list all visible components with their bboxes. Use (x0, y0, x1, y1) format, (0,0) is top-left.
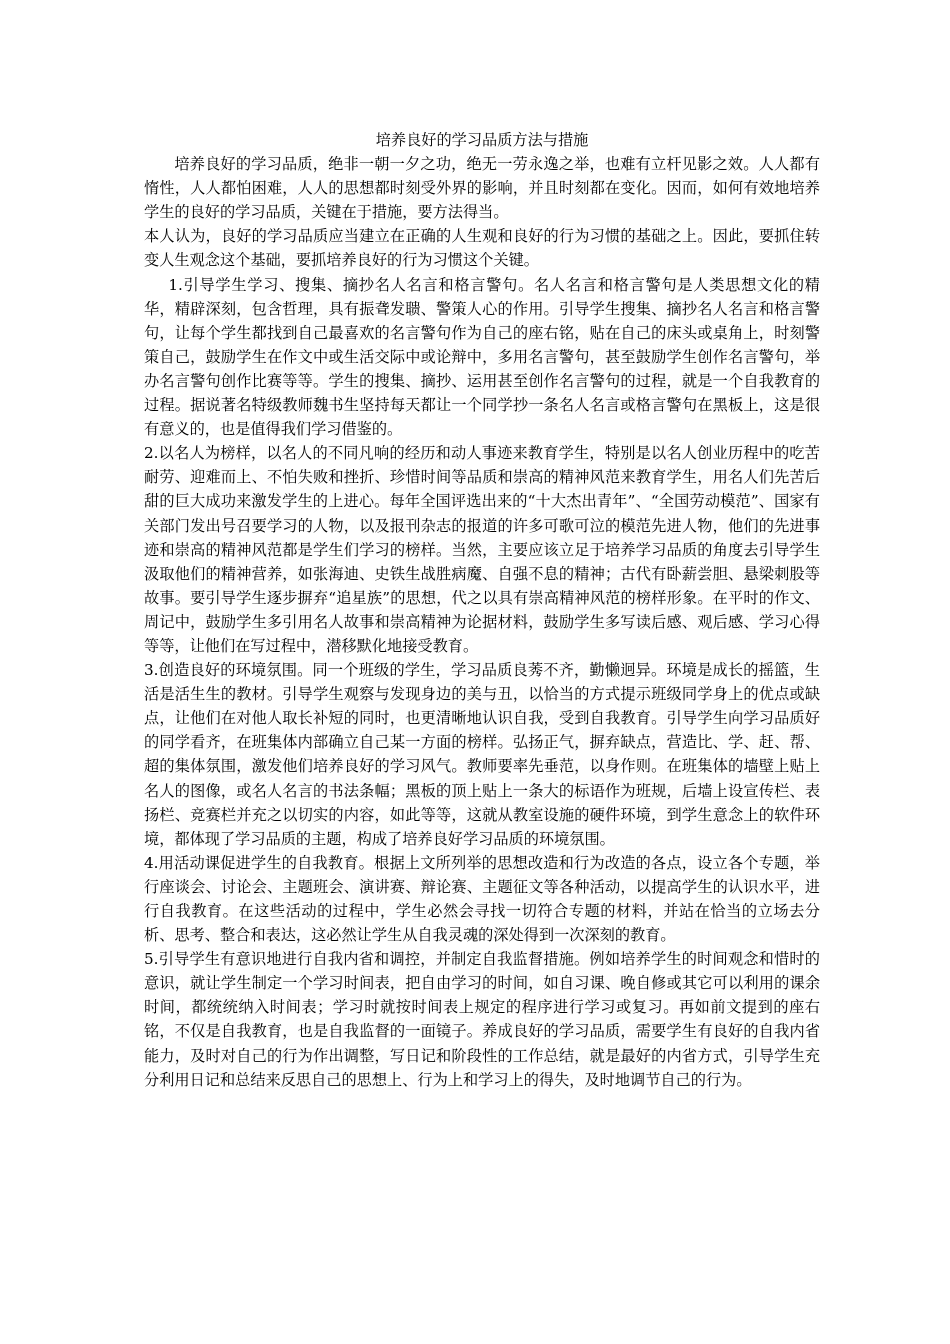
paragraph-method-5: 5.引导学生有意识地进行自我内省和调控，并制定自我监督措施。例如培养学生的时间观念和惜时的意识，就让学生制定一个学习时间表，把自由学习的时间，如自习课、晚自修或其它可以利用的课余时间，都统统纳入时间表；学习时就按时间表上规定的程序进行学习或复习。再如前文提到的座右铭，不仅是自我教育，也是自我监督的一面镜子。养成良好的学习品质，需要学生有良好的自我内省能力，及时对自己的行为作出调整，写日记和阶段性的工作总结，就是最好的内省方式，引导学生充分利用日记和总结来反思自己的思想上、行为上和学习上的得失，及时地调节自己的行为。 (144, 950, 820, 1089)
paragraph-method-3: 3.创造良好的环境氛围。同一个班级的学生，学习品质良莠不齐，勤懒迥异。环境是成长的摇篮，生活是活生生的教材。引导学生观察与发现身边的美与丑，以恰当的方式提示班级同学身上的优点或缺点，让他们在对他人取长补短的同时，也更清晰地认识自我，受到自我教育。引导学生向学习品质好的同学看齐，在班集体内部确立自己某一方面的榜样。弘扬正气，摒弃缺点，营造比、学、赶、帮、超的集体氛围，激发他们培养良好的学习风气。教师要率先垂范，以身作则。在班集体的墙壁上贴上名人的图像，或名人名言的书法条幅；黑板的顶上贴上一条大的标语作为班规，后墙上设宣传栏、表扬栏、竞赛栏并充之以切实的内容，如此等等，这就从教室设施的硬件环境，到学生意念上的软件环境，都体现了学习品质的主题，构成了培养良好学习品质的环境氛围。 (144, 661, 820, 848)
paragraph-method-4: 4.用活动课促进学生的自我教育。根据上文所列举的思想改造和行为改造的各点，设立各个专题，举行座谈会、讨论会、主题班会、演讲赛、辩论赛、主题征文等各种活动，以提高学生的认识水平，进行自我教育。在这些活动的过程中，学生必然会寻找一切符合专题的材料，并站在恰当的立场去分析、思考、整合和表达，这必然让学生从自我灵魂的深处得到一次深刻的教育。 (144, 853, 820, 945)
paragraph-method-2: 2.以名人为榜样，以名人的不同凡响的经历和动人事迹来教育学生，特别是以名人创业历程中的吃苦耐劳、迎难而上、不怕失败和挫折、珍惜时间等品质和崇高的精神风范来教育学生，用名人们先苦后甜的巨大成功来激发学生的上进心。每年全国评选出来的“十大杰出青年”、“全国劳动模范”、国家有关部门发出号召要学习的人物，以及报刊杂志的报道的许多可歌可泣的模范先进人物，他们的先进事迹和崇高的精神风范都是学生们学习的榜样。当然，主要应该立足于培养学习品质的角度去引导学生汲取他们的精神营养，如张海迪、史铁生战胜病魔、自强不息的精神；古代有卧薪尝胆、悬梁刺股等故事。要引导学生逐步摒弃“追星族”的思想，代之以具有崇高精神风范的榜样形象。在平时的作文、周记中，鼓励学生多引用名人故事和崇高精神为论据材料，鼓励学生多写读后感、观后感、学习心得等等，让他们在写过程中，潜移默化地接受教育。 (144, 444, 820, 655)
paragraph-viewpoint: 本人认为，良好的学习品质应当建立在正确的人生观和良好的行为习惯的基础之上。因此，要抓住转变人生观念这个基础，要抓培养良好的行为习惯这个关键。 (144, 227, 820, 270)
paragraph-intro: 培养良好的学习品质，绝非一朝一夕之功，绝无一劳永逸之举，也难有立杆见影之效。人人都有惰性，人人都怕困难，人人的思想都时刻受外界的影响，并且时刻都在变化。因而，如何有效地培养学生的良好的学习品质，关键在于措施，要方法得当。 (144, 155, 820, 222)
document-title: 培养良好的学习品质方法与措施 (375, 131, 589, 149)
paragraph-method-1: 1.引导学生学习、搜集、摘抄名人名言和格言警句。名人名言和格言警句是人类思想文化的精华，精辟深刻，包含哲理，具有振聋发聩、警策人心的作用。引导学生搜集、摘抄名人名言和格言警句，让每个学生都找到自己最喜欢的名言警句作为自己的座右铭，贴在自己的床头或桌角上，时刻警策自己，鼓励学生在作文中或生活交际中或论辩中，多用名言警句，甚至鼓励学生创作名言警句，举办名言警句创作比赛等等。学生的搜集、摘抄、运用甚至创作名言警句的过程，就是一个自我教育的过程。据说著名特级教师魏书生坚持每天都让一个同学抄一条名人名言或格言警句在黑板上，这是很有意义的，也是值得我们学习借鉴的。 (144, 275, 820, 439)
document-page (144, 128, 820, 1092)
